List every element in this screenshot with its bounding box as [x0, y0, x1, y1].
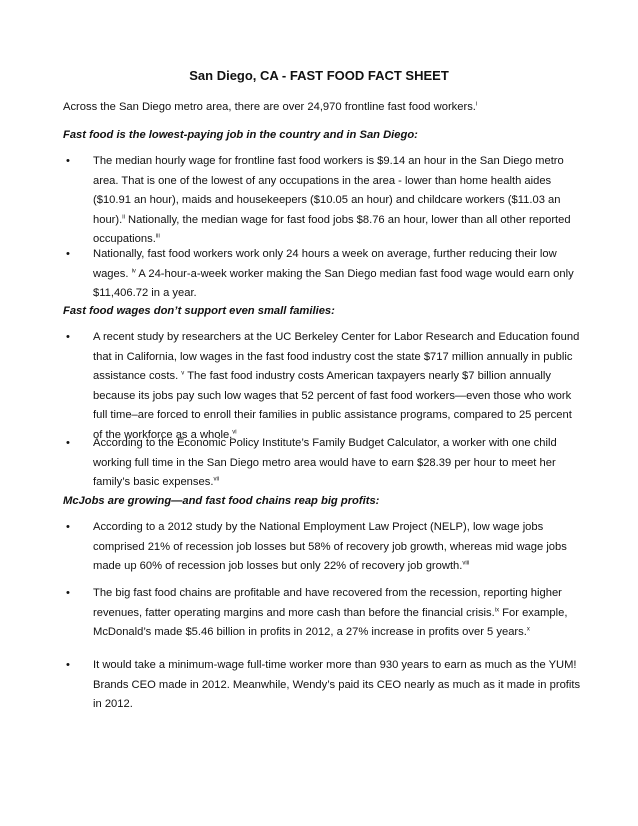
- footnote-ref: iv: [131, 267, 136, 274]
- bullet-text: [93, 328, 583, 445]
- bullet-glyph: •: [66, 587, 70, 599]
- bullet-text: [93, 518, 583, 577]
- text-run: According to the Economic Policy Institute’s Family Budget Calculator, a worker with one child working full time in the San Diego metro area would have to earn $28.39 per hour to meet her family’s basic expenses.: [93, 437, 557, 488]
- footnote-ref: v: [181, 370, 185, 377]
- bullet-item: [63, 656, 583, 715]
- text-run: Nationally, fast food workers work only 24 hours a week on average, further reducing their low wages.: [93, 248, 557, 280]
- footnote-ref: vi: [232, 428, 237, 435]
- footnote-ref: ii: [122, 213, 125, 220]
- text-run: It would take a minimum-wage full-time worker more than 930 years to earn as much as the YUM! Brands CEO made in 2012. Meanwhile, Wendy’s paid its CEO nearly as much as it made in profits in 2012.: [93, 659, 581, 710]
- text-run: According to a 2012 study by the National Employment Law Project (NELP), low wage jobs comprised 21% of recession job losses but 58% of recovery job growth, whereas mid wage jobs made up 60% of recession job losses but only 22% of recovery job growth.: [93, 521, 567, 572]
- bullet-glyph: •: [66, 155, 70, 167]
- bullet-text: [93, 152, 583, 250]
- text-run: The median hourly wage for frontline fast food workers is $9.14 an hour in the San Diego metro area. That is one of the lowest of any occupations in the area - lower than home health aides ($10.91 an hour), maids and housekeepers ($10.05 an hour) and childcare workers ($11.03 an hour).: [93, 155, 564, 226]
- bullet-item: [63, 584, 583, 643]
- text-run: For example, McDonald’s made $5.46 billion in profits in 2012, a 27% increase in profits over 5 years.: [93, 606, 568, 638]
- bullet-text: [93, 434, 583, 493]
- footnote-ref: x: [526, 626, 530, 633]
- intro-paragraph: [63, 100, 583, 114]
- section-heading: Fast food wages don’t support even small families:: [63, 305, 335, 317]
- text-run: The big fast food chains are profitable and have recovered from the recession, reporting higher revenues, fatter operating margins and more cash than before the financial crisis.: [93, 587, 562, 619]
- footnote-ref: vii: [213, 476, 220, 483]
- text-run: A 24-hour-a-week worker making the San Diego median fast food wage would earn only $11,406.72 in a year.: [93, 267, 574, 299]
- text-run: Nationally, the median wage for fast food jobs $8.76 an hour, lower than all other reported occupations.: [93, 213, 571, 245]
- bullet-item: [63, 434, 583, 493]
- bullet-glyph: •: [66, 521, 70, 533]
- bullet-glyph: •: [66, 331, 70, 343]
- page-title: San Diego, CA - FAST FOOD FACT SHEET: [189, 68, 449, 83]
- text-run: The fast food industry costs American taxpayers nearly $7 billion annually because its jobs pay such low wages that 52 percent of fast food workers—even those who work full time–are forced to enroll their families in public assistance programs, compared to 25 percent of the workforce as a whole.: [93, 370, 572, 441]
- bullet-glyph: •: [66, 248, 70, 260]
- intro-text: Across the San Diego metro area, there are over 24,970 frontline fast food workers.: [63, 101, 476, 113]
- bullet-text: [93, 656, 583, 715]
- text-run: A recent study by researchers at the UC Berkeley Center for Labor Research and Education found that in California, low wages in the fast food industry cost the state $717 million annually in public assistance costs.: [93, 331, 580, 382]
- bullet-text: [93, 584, 583, 643]
- bullet-item: [63, 245, 583, 304]
- bullet-text: [93, 245, 583, 304]
- bullet-item: [63, 328, 583, 445]
- footnote-ref: ix: [494, 606, 500, 613]
- section-heading: Fast food is the lowest-paying job in the country and in San Diego:: [63, 129, 418, 141]
- footnote-ref: i: [475, 101, 478, 108]
- footnote-ref: viii: [462, 560, 470, 567]
- bullet-item: [63, 152, 583, 250]
- footnote-ref: iii: [155, 233, 160, 240]
- section-heading: McJobs are growing—and fast food chains reap big profits:: [63, 495, 380, 507]
- bullet-item: [63, 518, 583, 577]
- bullet-glyph: •: [66, 437, 70, 449]
- bullet-glyph: •: [66, 659, 70, 671]
